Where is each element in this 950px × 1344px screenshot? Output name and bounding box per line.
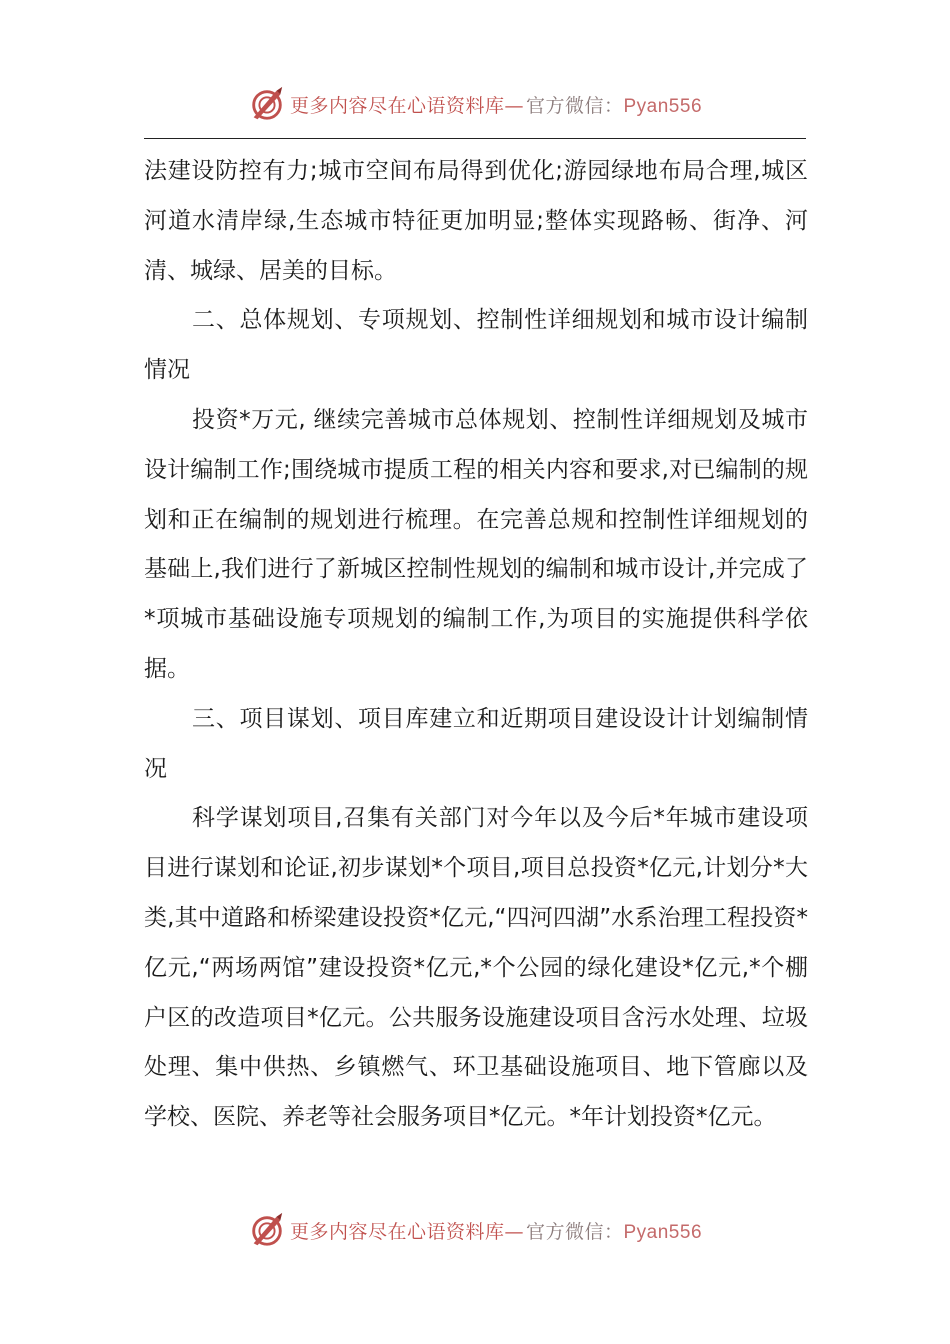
footer-banner	[0, 1210, 950, 1250]
separator-dash: —	[504, 94, 524, 117]
site-name: 更多内容尽在心语资料库	[289, 1220, 505, 1243]
header-text	[290, 91, 702, 118]
separator-dash: —	[504, 1220, 524, 1243]
header-divider	[144, 138, 806, 139]
paragraph-continued: 法建设防控有力;城市空间布局得到优化;游园绿地布局合理,城区河道水清岸绿,生态城市特征更加明显;整体实现路畅、街净、河清、城绿、居美的目标。	[144, 158, 808, 284]
pen-logo-icon	[248, 85, 286, 123]
section-heading-2: 二、总体规划、专项规划、控制性详细规划和城市设计编制情况	[144, 307, 808, 384]
footer-text	[290, 1217, 702, 1244]
site-name: 更多内容尽在心语资料库	[289, 94, 505, 117]
wechat-label: 官方微信：	[525, 94, 624, 117]
document-body	[144, 147, 808, 1143]
paragraph-projects: 科学谋划项目,召集有关部门对今年以及今后*年城市建设项目进行谋划和论证,初步谋划*个项目,项目总投资*亿元,计划分*大类,其中道路和桥梁建设投资*亿元,“四河四湖”水系治理工程投资*亿元,“两场两馆”建设投资*亿元,*个公园的绿化建设*亿元,*个棚户区的改造项目*亿元。公共服务设施建设项目含污水处理、垃圾处理、集中供热、乡镇燃气、环卫基础设施项目、地下管廊以及学校、医院、养老等社会服务项目*亿元。*年计划投资*亿元。	[144, 805, 808, 1131]
pen-logo-icon	[248, 1211, 286, 1249]
header-banner	[0, 84, 950, 124]
paragraph-planning: 投资*万元, 继续完善城市总体规划、控制性详细规划及城市设计编制工作;围绕城市提质工程的相关内容和要求,对已编制的规划和正在编制的规划进行梳理。在完善总规和控制性详细规划的基础上,我们进行了新城区控制性规划的编制和城市设计,并完成了*项城市基础设施专项规划的编制工作,为项目的实施提供科学依据。	[144, 406, 808, 682]
wechat-id: Pyan556	[623, 1221, 703, 1243]
section-heading-3: 三、项目谋划、项目库建立和近期项目建设设计计划编制情况	[144, 705, 808, 782]
wechat-label: 官方微信：	[525, 1220, 624, 1243]
wechat-id: Pyan556	[623, 95, 703, 117]
